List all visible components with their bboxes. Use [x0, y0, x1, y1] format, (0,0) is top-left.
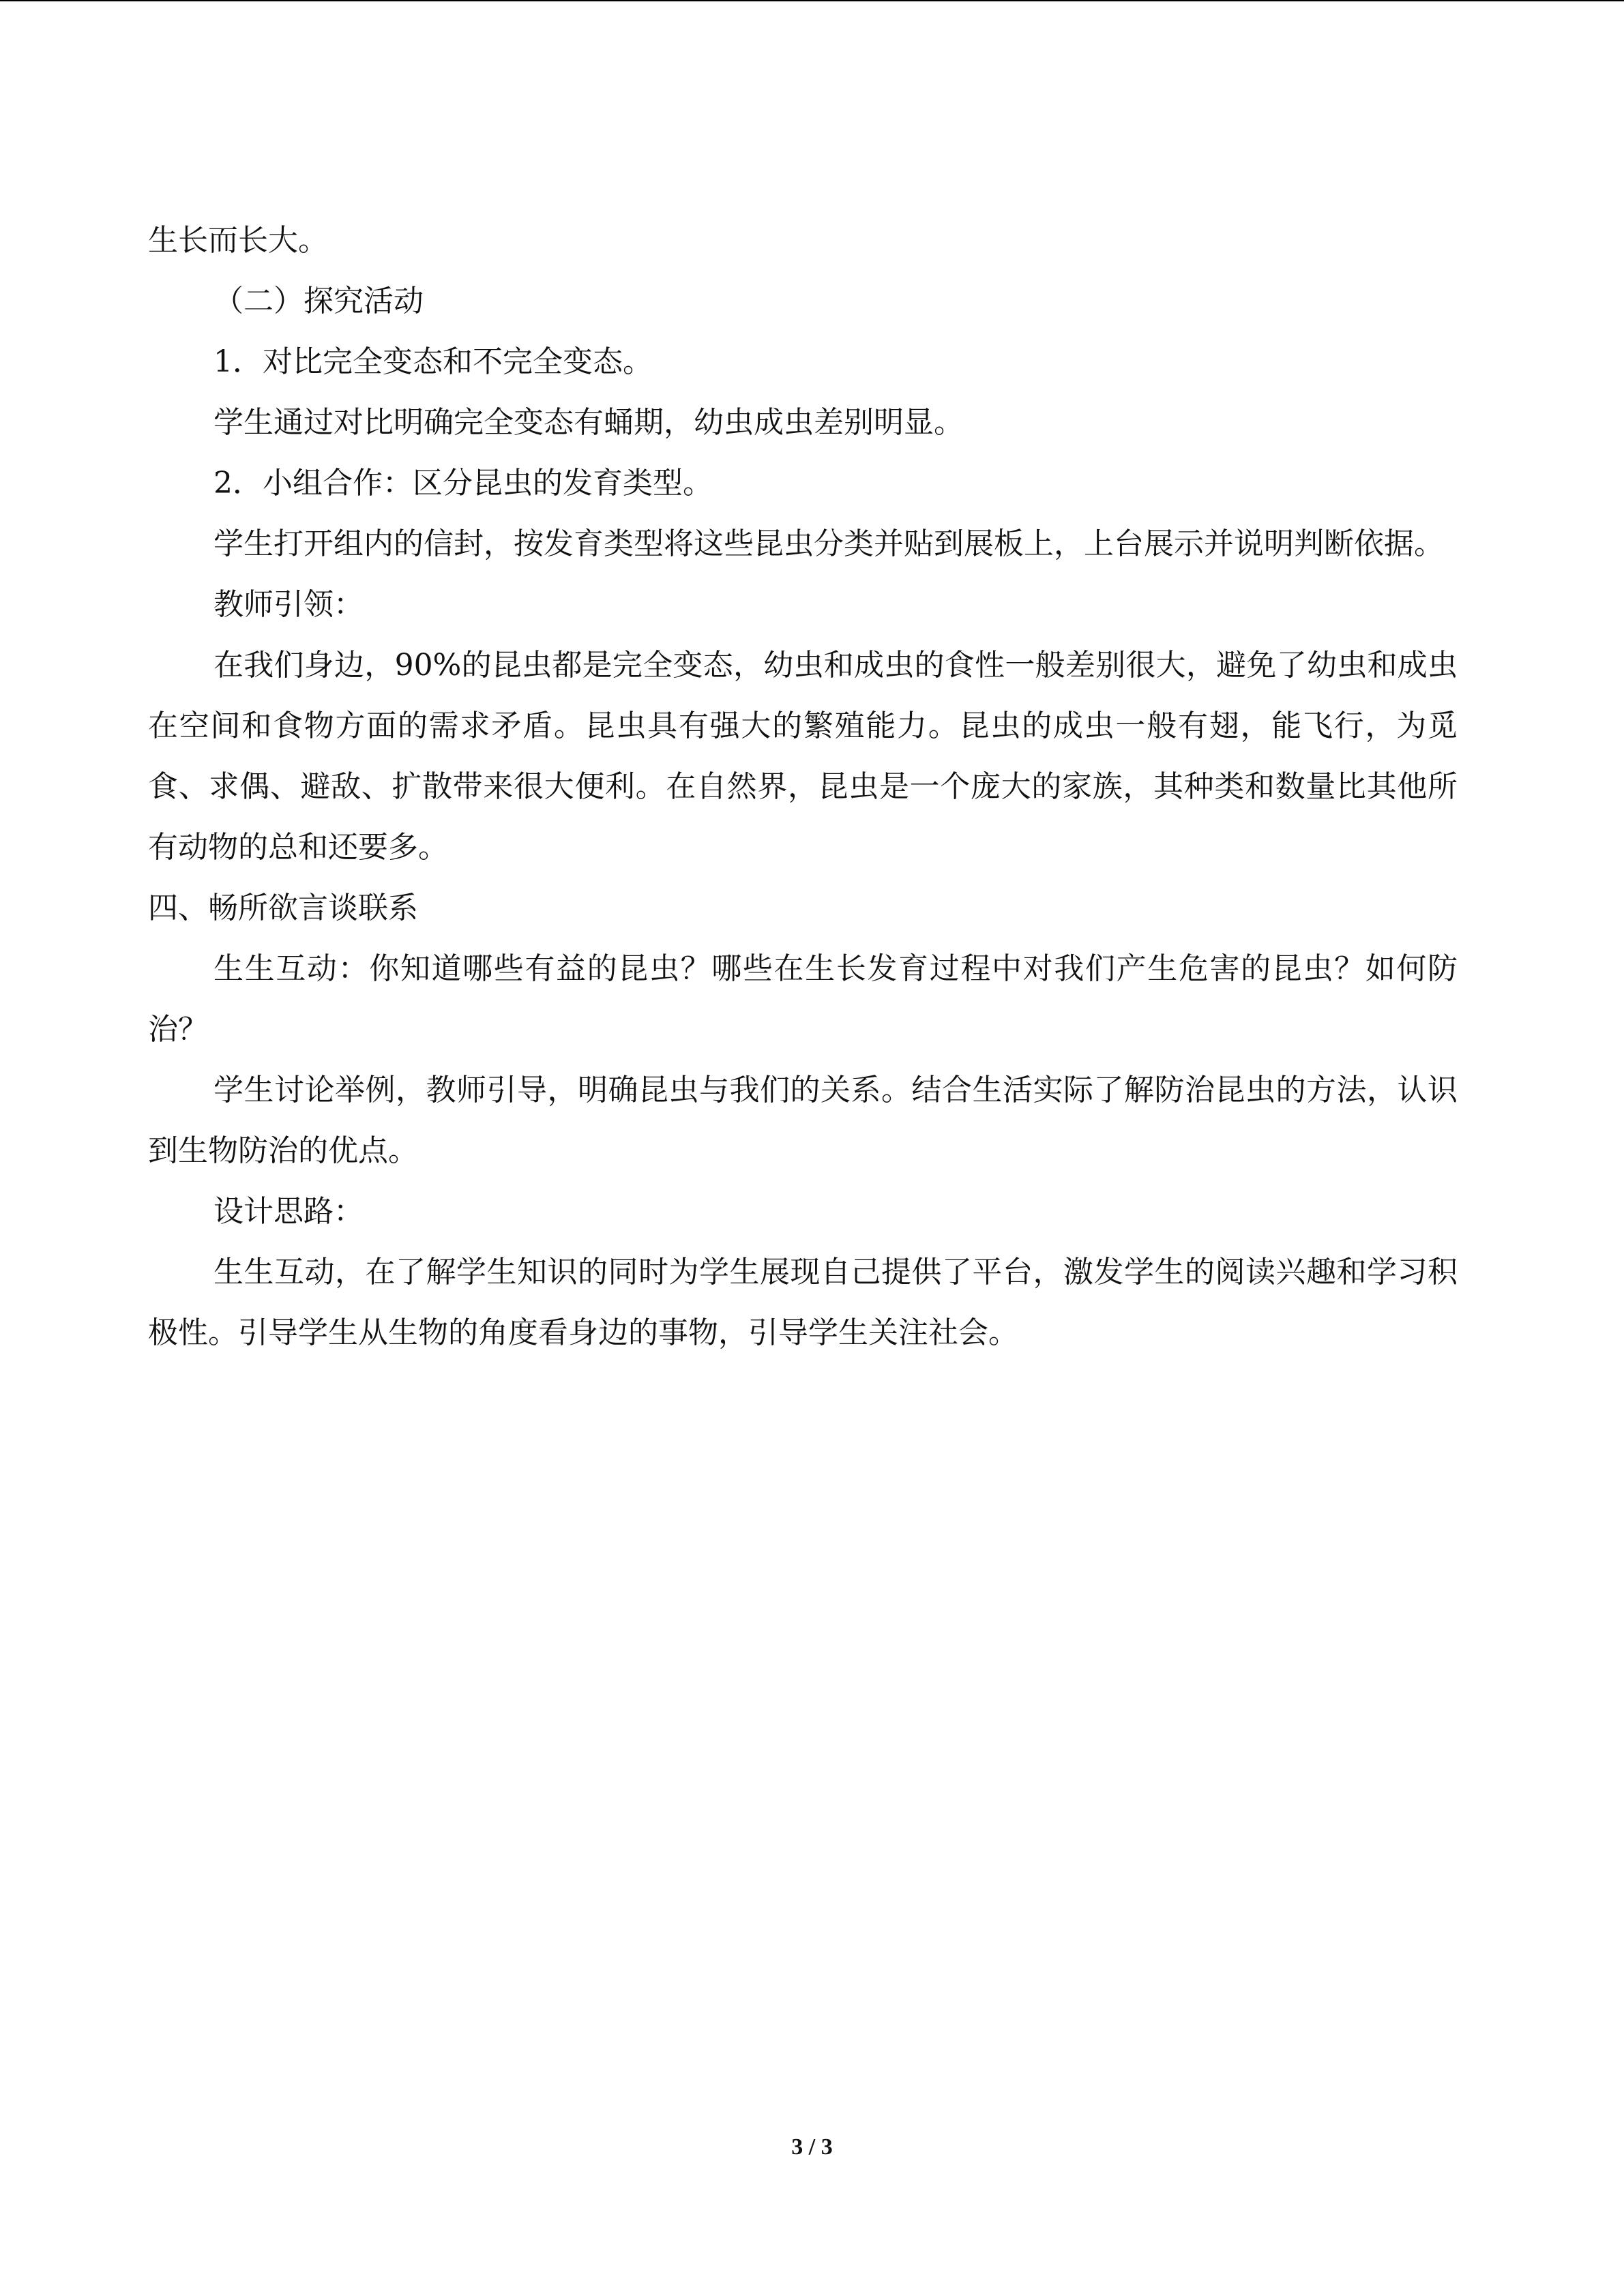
label-teacher-guidance: 教师引领： — [213, 587, 364, 622]
paragraph-group-work: 学生打开组内的信封，按发育类型将这些昆虫分类并贴到展板上，上台展示并说明判断依据。 — [213, 526, 1444, 561]
list-item-1: 1．对比完全变态和不完全变态。 — [213, 344, 653, 379]
paragraph-continuation: 生长而长大。 — [148, 223, 328, 258]
paragraph-student-interaction: 生生互动：你知道哪些有益的昆虫？哪些在生长发育过程中对我们产生危害的昆虫？如何防治？ — [148, 951, 1458, 1047]
label-design-idea: 设计思路： — [213, 1194, 364, 1229]
paragraph-discussion: 学生讨论举例，教师引导，明确昆虫与我们的关系。结合生活实际了解防治昆虫的方法，认识到生物防治的优点。 — [148, 1073, 1458, 1168]
list-item-2: 2．小组合作：区分昆虫的发育类型。 — [213, 466, 713, 501]
page-number: 3 / 3 — [791, 2134, 833, 2160]
paragraph-teacher-guidance: 在我们身边，90%的昆虫都是完全变态，幼虫和成虫的食性一般差别很大，避免了幼虫和成虫在空间和食物方面的需求矛盾。昆虫具有强大的繁殖能力。昆虫的成虫一般有翅，能飞行，为觅食、求偶、避敌、扩散带来很大便利。在自然界，昆虫是一个庞大的家族，其种类和数量比其他所有动物的总和还要多。 — [148, 648, 1458, 865]
paragraph-design-idea: 生生互动，在了解学生知识的同时为学生展现自己提供了平台，激发学生的阅读兴趣和学习积极性。引导学生从生物的角度看身边的事物，引导学生关注社会。 — [148, 1255, 1458, 1350]
paragraph-comparison-result: 学生通过对比明确完全变态有蛹期，幼虫成虫差别明显。 — [213, 405, 964, 440]
section-heading-4: 四、畅所欲言谈联系 — [148, 891, 418, 925]
heading-inquiry-activity: （二）探究活动 — [213, 284, 424, 318]
document-body — [148, 210, 1458, 1363]
